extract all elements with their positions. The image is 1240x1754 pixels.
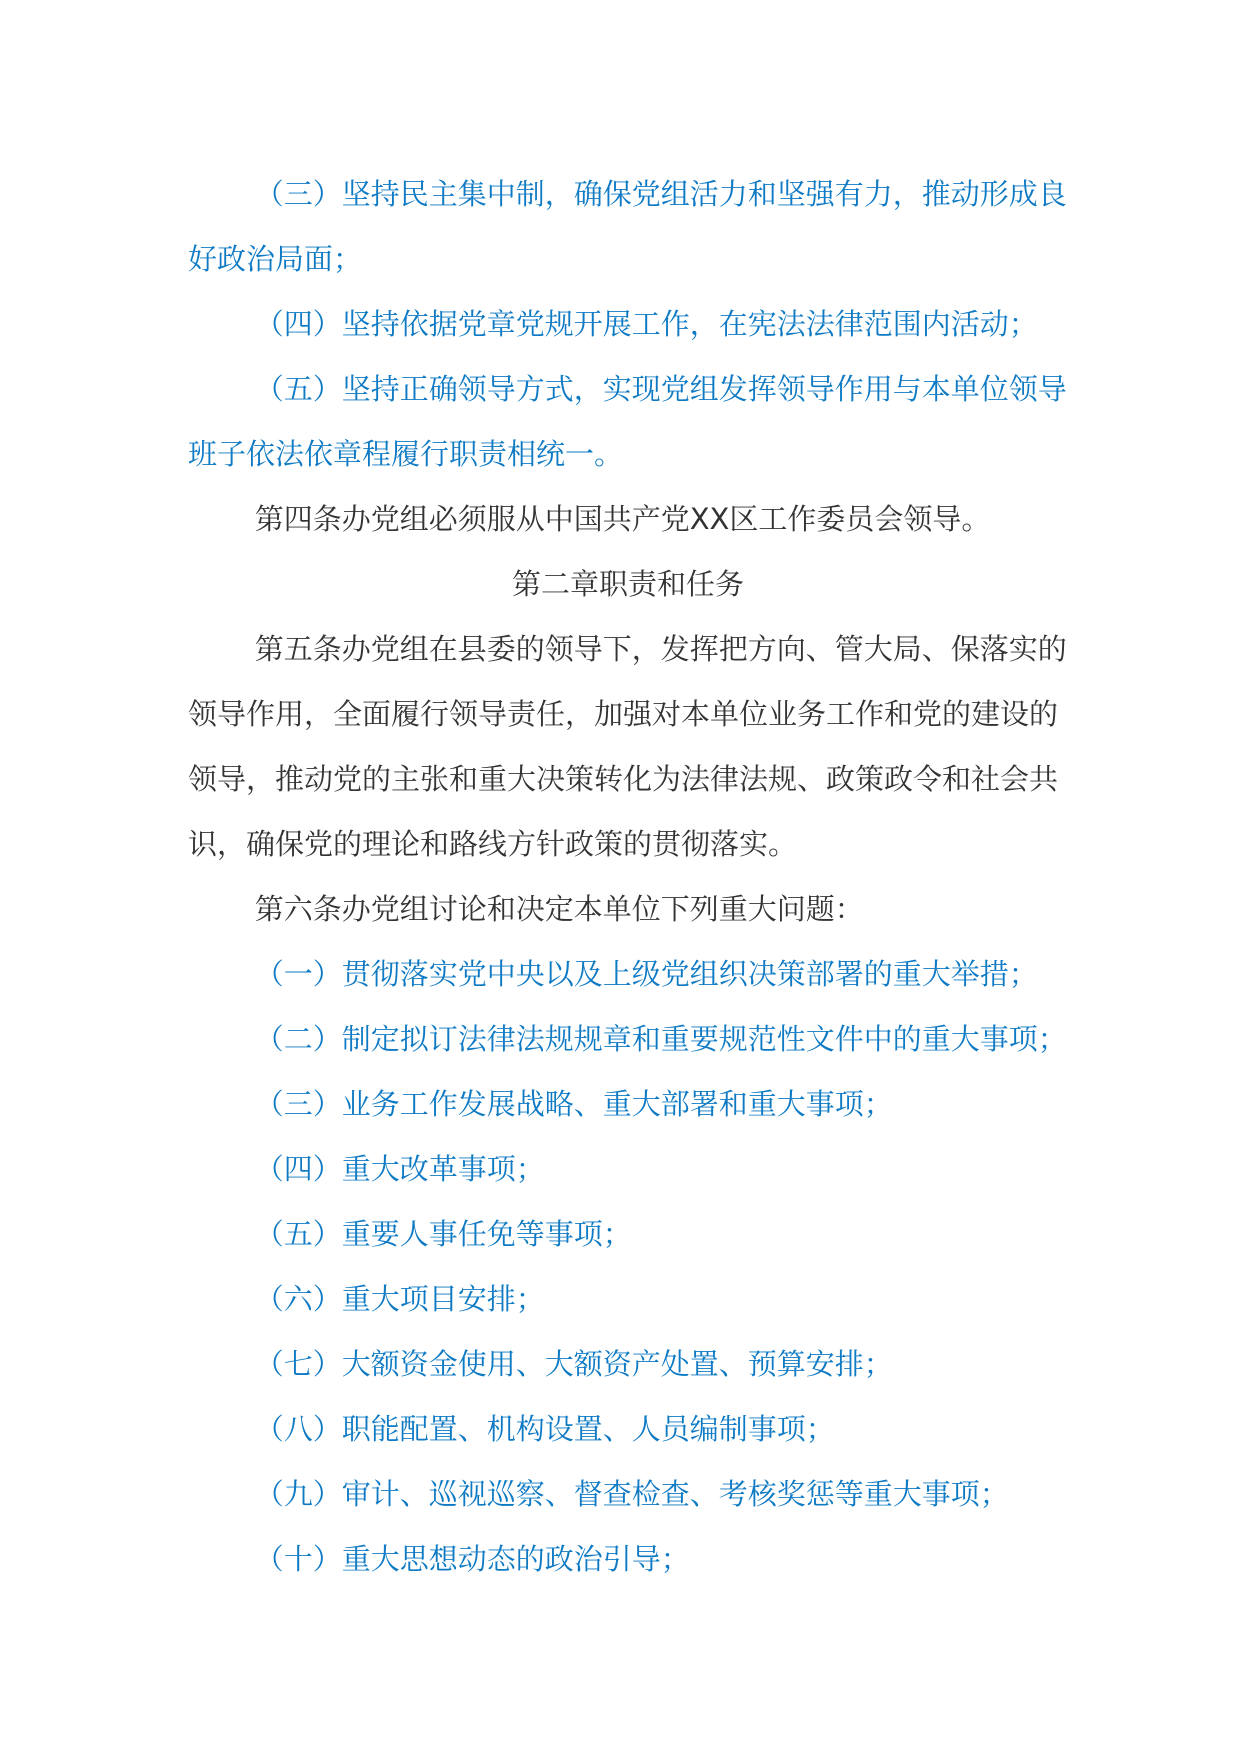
list-item-5: （五）重要人事任免等事项； [254,1217,632,1251]
article-6: 第六条办党组讨论和决定本单位下列重大问题： [254,892,864,926]
list-item-9: （九）审计、巡视巡察、督查检查、考核奖惩等重大事项； [254,1477,1009,1511]
chapter-heading: 第二章职责和任务 [511,567,744,601]
list-item-6: （六）重大项目安排； [254,1282,545,1316]
list-item-7: （七）大额资金使用、大额资产处置、预算安排； [254,1347,893,1381]
clause-item-4: （四）坚持依据党章党规开展工作，在宪法法律范围内活动； [254,307,1038,341]
clause-item-5: （五）坚持正确领导方式，实现党组发挥领导作用与本单位领导班子依法依章程履行职责相统一。 [188,372,1067,471]
article-4: 第四条办党组必须服从中国共产党XX区工作委员会领导。 [254,502,991,536]
document-body [188,162,1068,1592]
list-item-3: （三）业务工作发展战略、重大部署和重大事项； [254,1087,893,1121]
article-5: 第五条办党组在县委的领导下，发挥把方向、管大局、保落实的领导作用，全面履行领导责任，加强对本单位业务工作和党的建设的领导，推动党的主张和重大决策转化为法律法规、政策政令和社会共识，确保党的理论和路线方针政策的贯彻落实。 [188,632,1067,861]
list-item-4: （四）重大改革事项； [254,1152,545,1186]
list-item-10: （十）重大思想动态的政治引导； [254,1542,690,1576]
clause-item-3: （三）坚持民主集中制，确保党组活力和坚强有力，推动形成良好政治局面； [188,177,1067,276]
list-item-1: （一）贯彻落实党中央以及上级党组织决策部署的重大举措； [254,957,1038,991]
list-item-2: （二）制定拟订法律法规规章和重要规范性文件中的重大事项； [254,1022,1067,1056]
list-item-8: （八）职能配置、机构设置、人员编制事项； [254,1412,835,1446]
